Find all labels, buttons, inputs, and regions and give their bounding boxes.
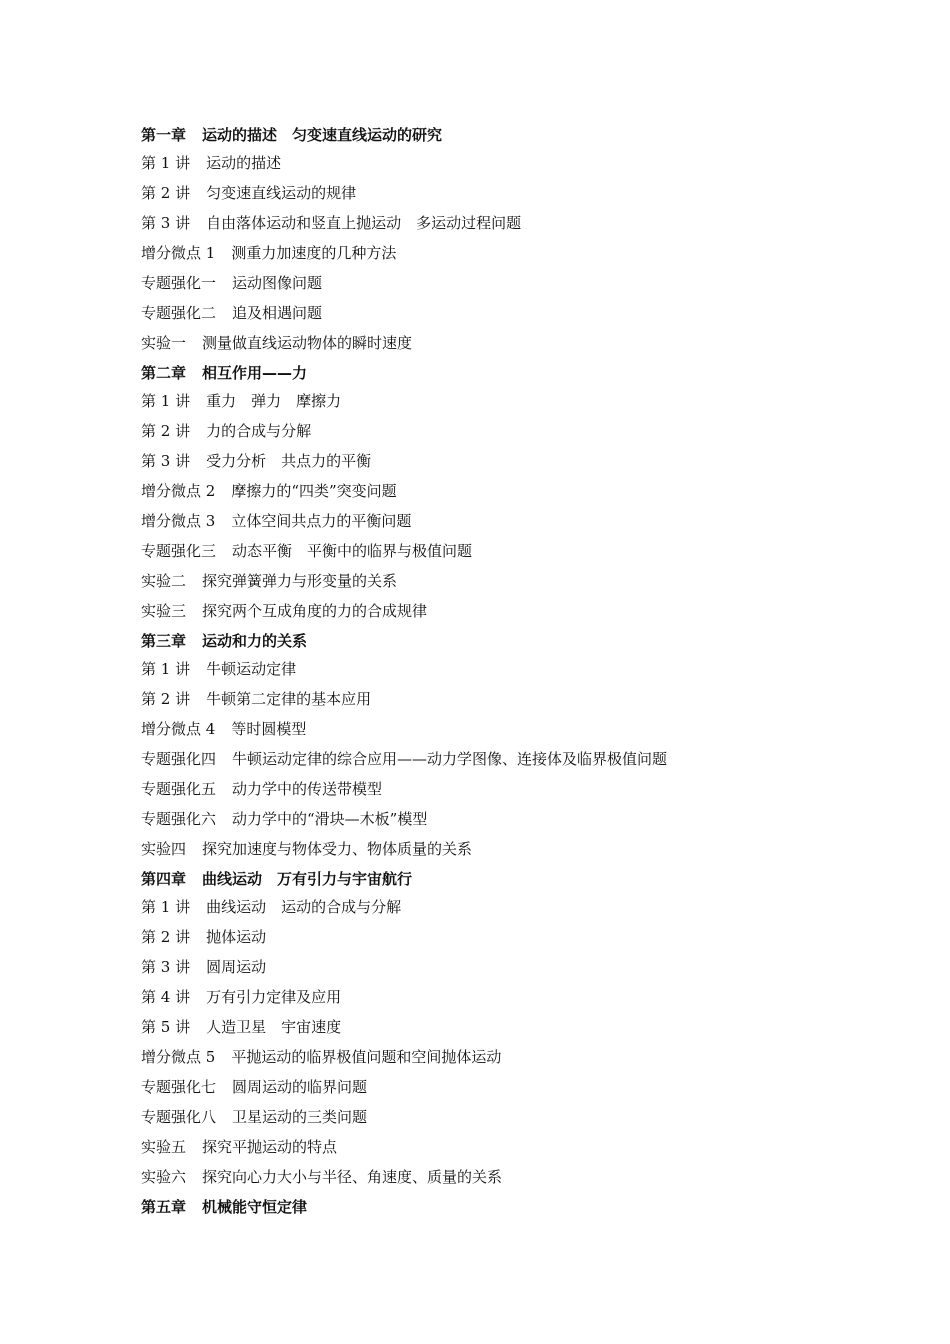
toc-title: 匀变速直线运动的规律	[206, 184, 357, 202]
toc-number: 实验一	[141, 334, 187, 352]
toc-item[interactable]	[141, 1076, 901, 1106]
toc-number: 专题强化一	[141, 274, 217, 292]
toc-title: 卫星运动的三类问题	[232, 1108, 368, 1126]
toc-title: 人造卫星 宇宙速度	[206, 1018, 342, 1036]
toc-title: 测量做直线运动物体的瞬时速度	[202, 334, 413, 352]
toc-number: 第 3 讲	[141, 452, 191, 470]
toc-item[interactable]	[141, 152, 901, 182]
toc-item[interactable]	[141, 390, 901, 420]
toc-title: 力的合成与分解	[206, 422, 312, 440]
toc-title: 曲线运动 运动的合成与分解	[206, 898, 402, 916]
toc-chapter[interactable]	[141, 1196, 901, 1224]
toc-title: 运动的描述	[206, 154, 282, 172]
toc-item[interactable]	[141, 688, 901, 718]
toc-item[interactable]	[141, 1046, 901, 1076]
toc-chapter[interactable]	[141, 362, 901, 390]
toc-number: 增分微点 1	[141, 244, 216, 262]
toc-number: 实验六	[141, 1168, 187, 1186]
toc-number: 第 3 讲	[141, 958, 191, 976]
toc-item[interactable]	[141, 480, 901, 510]
toc-item[interactable]	[141, 212, 901, 242]
toc-number: 增分微点 2	[141, 482, 216, 500]
toc-number: 第 2 讲	[141, 928, 191, 946]
toc-title: 牛顿运动定律的综合应用——动力学图像、连接体及临界极值问题	[232, 750, 668, 768]
toc-item[interactable]	[141, 540, 901, 570]
toc-item[interactable]	[141, 1166, 901, 1196]
toc-item[interactable]	[141, 182, 901, 212]
toc-number: 增分微点 5	[141, 1048, 216, 1066]
toc-item[interactable]	[141, 450, 901, 480]
toc-title: 立体空间共点力的平衡问题	[231, 512, 412, 530]
toc-item[interactable]	[141, 956, 901, 986]
toc-item[interactable]	[141, 420, 901, 450]
toc-title: 自由落体运动和竖直上抛运动 多运动过程问题	[206, 214, 522, 232]
toc-title: 受力分析 共点力的平衡	[206, 452, 372, 470]
toc-item[interactable]	[141, 1016, 901, 1046]
toc-title: 探究加速度与物体受力、物体质量的关系	[202, 840, 473, 858]
toc-number: 第 1 讲	[141, 154, 191, 172]
toc-item[interactable]	[141, 778, 901, 808]
toc-title: 动力学中的“滑块—木板”模型	[232, 810, 428, 828]
toc-number: 专题强化五	[141, 780, 217, 798]
toc-title: 运动和力的关系	[202, 632, 308, 650]
toc-number: 专题强化二	[141, 304, 217, 322]
toc-number: 第三章	[141, 632, 187, 650]
toc-number: 专题强化三	[141, 542, 217, 560]
toc-item[interactable]	[141, 838, 901, 868]
toc-title: 抛体运动	[206, 928, 267, 946]
toc-item[interactable]	[141, 658, 901, 688]
toc-title: 探究向心力大小与半径、角速度、质量的关系	[202, 1168, 503, 1186]
toc-number: 第一章	[141, 126, 187, 144]
toc-number: 实验四	[141, 840, 187, 858]
toc-chapter[interactable]	[141, 124, 901, 152]
toc-number: 专题强化四	[141, 750, 217, 768]
toc-number: 第五章	[141, 1198, 187, 1216]
toc-item[interactable]	[141, 986, 901, 1016]
toc-number: 第 5 讲	[141, 1018, 191, 1036]
toc-item[interactable]	[141, 332, 901, 362]
toc-title: 追及相遇问题	[232, 304, 323, 322]
toc-number: 增分微点 3	[141, 512, 216, 530]
toc-title: 曲线运动 万有引力与宇宙航行	[202, 870, 413, 888]
toc-number: 第 2 讲	[141, 690, 191, 708]
toc-item[interactable]	[141, 1106, 901, 1136]
toc-title: 测重力加速度的几种方法	[231, 244, 397, 262]
toc-number: 第 2 讲	[141, 422, 191, 440]
toc-item[interactable]	[141, 896, 901, 926]
toc-number: 实验二	[141, 572, 187, 590]
toc-number: 第 4 讲	[141, 988, 191, 1006]
toc-number: 第二章	[141, 364, 187, 382]
toc-number: 第 1 讲	[141, 392, 191, 410]
toc-item[interactable]	[141, 570, 901, 600]
toc-number: 第四章	[141, 870, 187, 888]
toc-number: 专题强化八	[141, 1108, 217, 1126]
table-of-contents	[141, 124, 901, 1224]
toc-number: 第 2 讲	[141, 184, 191, 202]
toc-title: 重力 弹力 摩擦力	[206, 392, 342, 410]
toc-number: 实验五	[141, 1138, 187, 1156]
toc-item[interactable]	[141, 926, 901, 956]
toc-item[interactable]	[141, 510, 901, 540]
toc-chapter[interactable]	[141, 630, 901, 658]
toc-item[interactable]	[141, 272, 901, 302]
toc-item[interactable]	[141, 808, 901, 838]
toc-title: 探究弹簧弹力与形变量的关系	[202, 572, 398, 590]
toc-number: 实验三	[141, 602, 187, 620]
toc-title: 牛顿第二定律的基本应用	[206, 690, 372, 708]
toc-title: 运动的描述 匀变速直线运动的研究	[202, 126, 443, 144]
toc-title: 动态平衡 平衡中的临界与极值问题	[232, 542, 473, 560]
toc-item[interactable]	[141, 1136, 901, 1166]
toc-title: 圆周运动的临界问题	[232, 1078, 368, 1096]
toc-item[interactable]	[141, 302, 901, 332]
toc-title: 圆周运动	[206, 958, 267, 976]
toc-title: 摩擦力的“四类”突变问题	[231, 482, 397, 500]
toc-number: 第 1 讲	[141, 660, 191, 678]
toc-number: 第 1 讲	[141, 898, 191, 916]
toc-title: 等时圆模型	[231, 720, 307, 738]
toc-chapter[interactable]	[141, 868, 901, 896]
toc-title: 探究平抛运动的特点	[202, 1138, 338, 1156]
toc-item[interactable]	[141, 600, 901, 630]
toc-number: 第 3 讲	[141, 214, 191, 232]
toc-title: 万有引力定律及应用	[206, 988, 342, 1006]
toc-title: 动力学中的传送带模型	[232, 780, 383, 798]
toc-number: 专题强化六	[141, 810, 217, 828]
toc-title: 机械能守恒定律	[202, 1198, 308, 1216]
toc-item[interactable]	[141, 748, 901, 778]
toc-title: 运动图像问题	[232, 274, 323, 292]
toc-number: 专题强化七	[141, 1078, 217, 1096]
toc-title: 相互作用——力	[202, 364, 308, 382]
toc-title: 牛顿运动定律	[206, 660, 297, 678]
toc-number: 增分微点 4	[141, 720, 216, 738]
toc-item[interactable]	[141, 242, 901, 272]
toc-title: 探究两个互成角度的力的合成规律	[202, 602, 428, 620]
toc-title: 平抛运动的临界极值问题和空间抛体运动	[231, 1048, 502, 1066]
toc-item[interactable]	[141, 718, 901, 748]
